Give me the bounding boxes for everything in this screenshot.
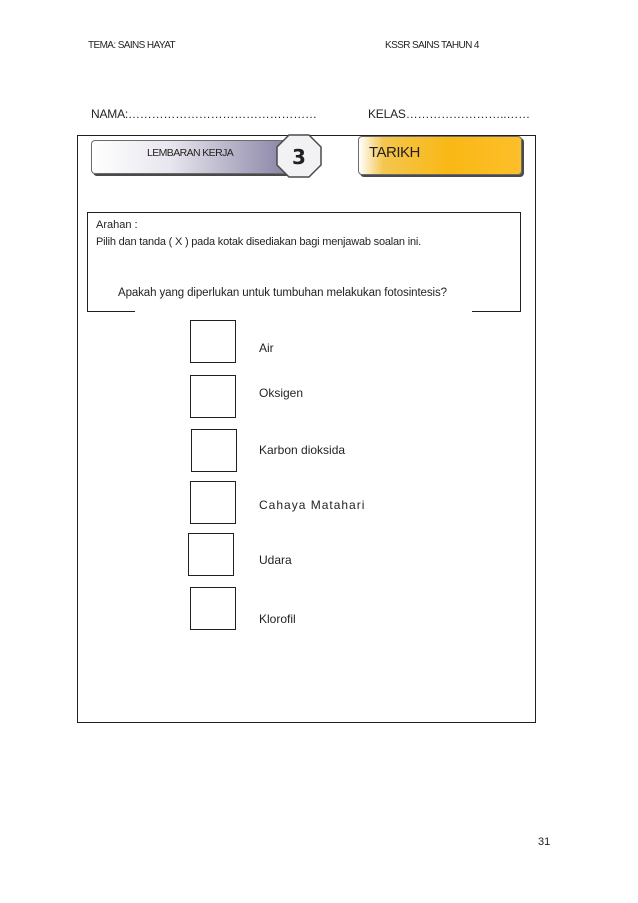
answer-checkbox-klorofil[interactable]: [190, 587, 236, 630]
worksheet-number-badge: [275, 133, 323, 184]
name-field[interactable]: NAMA:…………………………………………: [91, 107, 317, 121]
worksheet-number: 3: [292, 145, 306, 169]
header-subject: TEMA: SAINS HAYAT: [88, 40, 176, 51]
page-number: 31: [538, 836, 551, 848]
border-gap: [135, 310, 472, 312]
option-label-oksigen: Oksigen: [259, 386, 304, 400]
question-text: Apakah yang diperlukan untuk tumbuhan melakukan fotosintesis?: [118, 287, 447, 299]
option-label-karbon-dioksida: Karbon dioksida: [259, 443, 346, 457]
worksheet-label: LEMBARAN KERJA: [147, 147, 234, 159]
class-field[interactable]: KELAS……………………..……: [368, 107, 530, 121]
option-label-klorofil: Klorofil: [259, 612, 296, 626]
instructions-heading: Arahan :: [96, 219, 138, 231]
header-syllabus: KSSR SAINS TAHUN 4: [385, 40, 479, 51]
answer-checkbox-air[interactable]: [190, 320, 236, 363]
option-label-air: Air: [259, 341, 274, 355]
answer-checkbox-karbon-dioksida[interactable]: [191, 429, 237, 472]
answer-checkbox-cahaya-matahari[interactable]: [190, 481, 236, 524]
date-label: TARIKH: [369, 144, 420, 161]
option-label-udara: Udara: [259, 553, 292, 567]
option-label-cahaya-matahari: Cahaya Matahari: [259, 498, 366, 512]
instructions-text: Pilih dan tanda ( X ) pada kotak disediakan bagi menjawab soalan ini.: [96, 236, 421, 248]
answer-checkbox-oksigen[interactable]: [190, 375, 236, 418]
answer-checkbox-udara[interactable]: [188, 533, 234, 576]
